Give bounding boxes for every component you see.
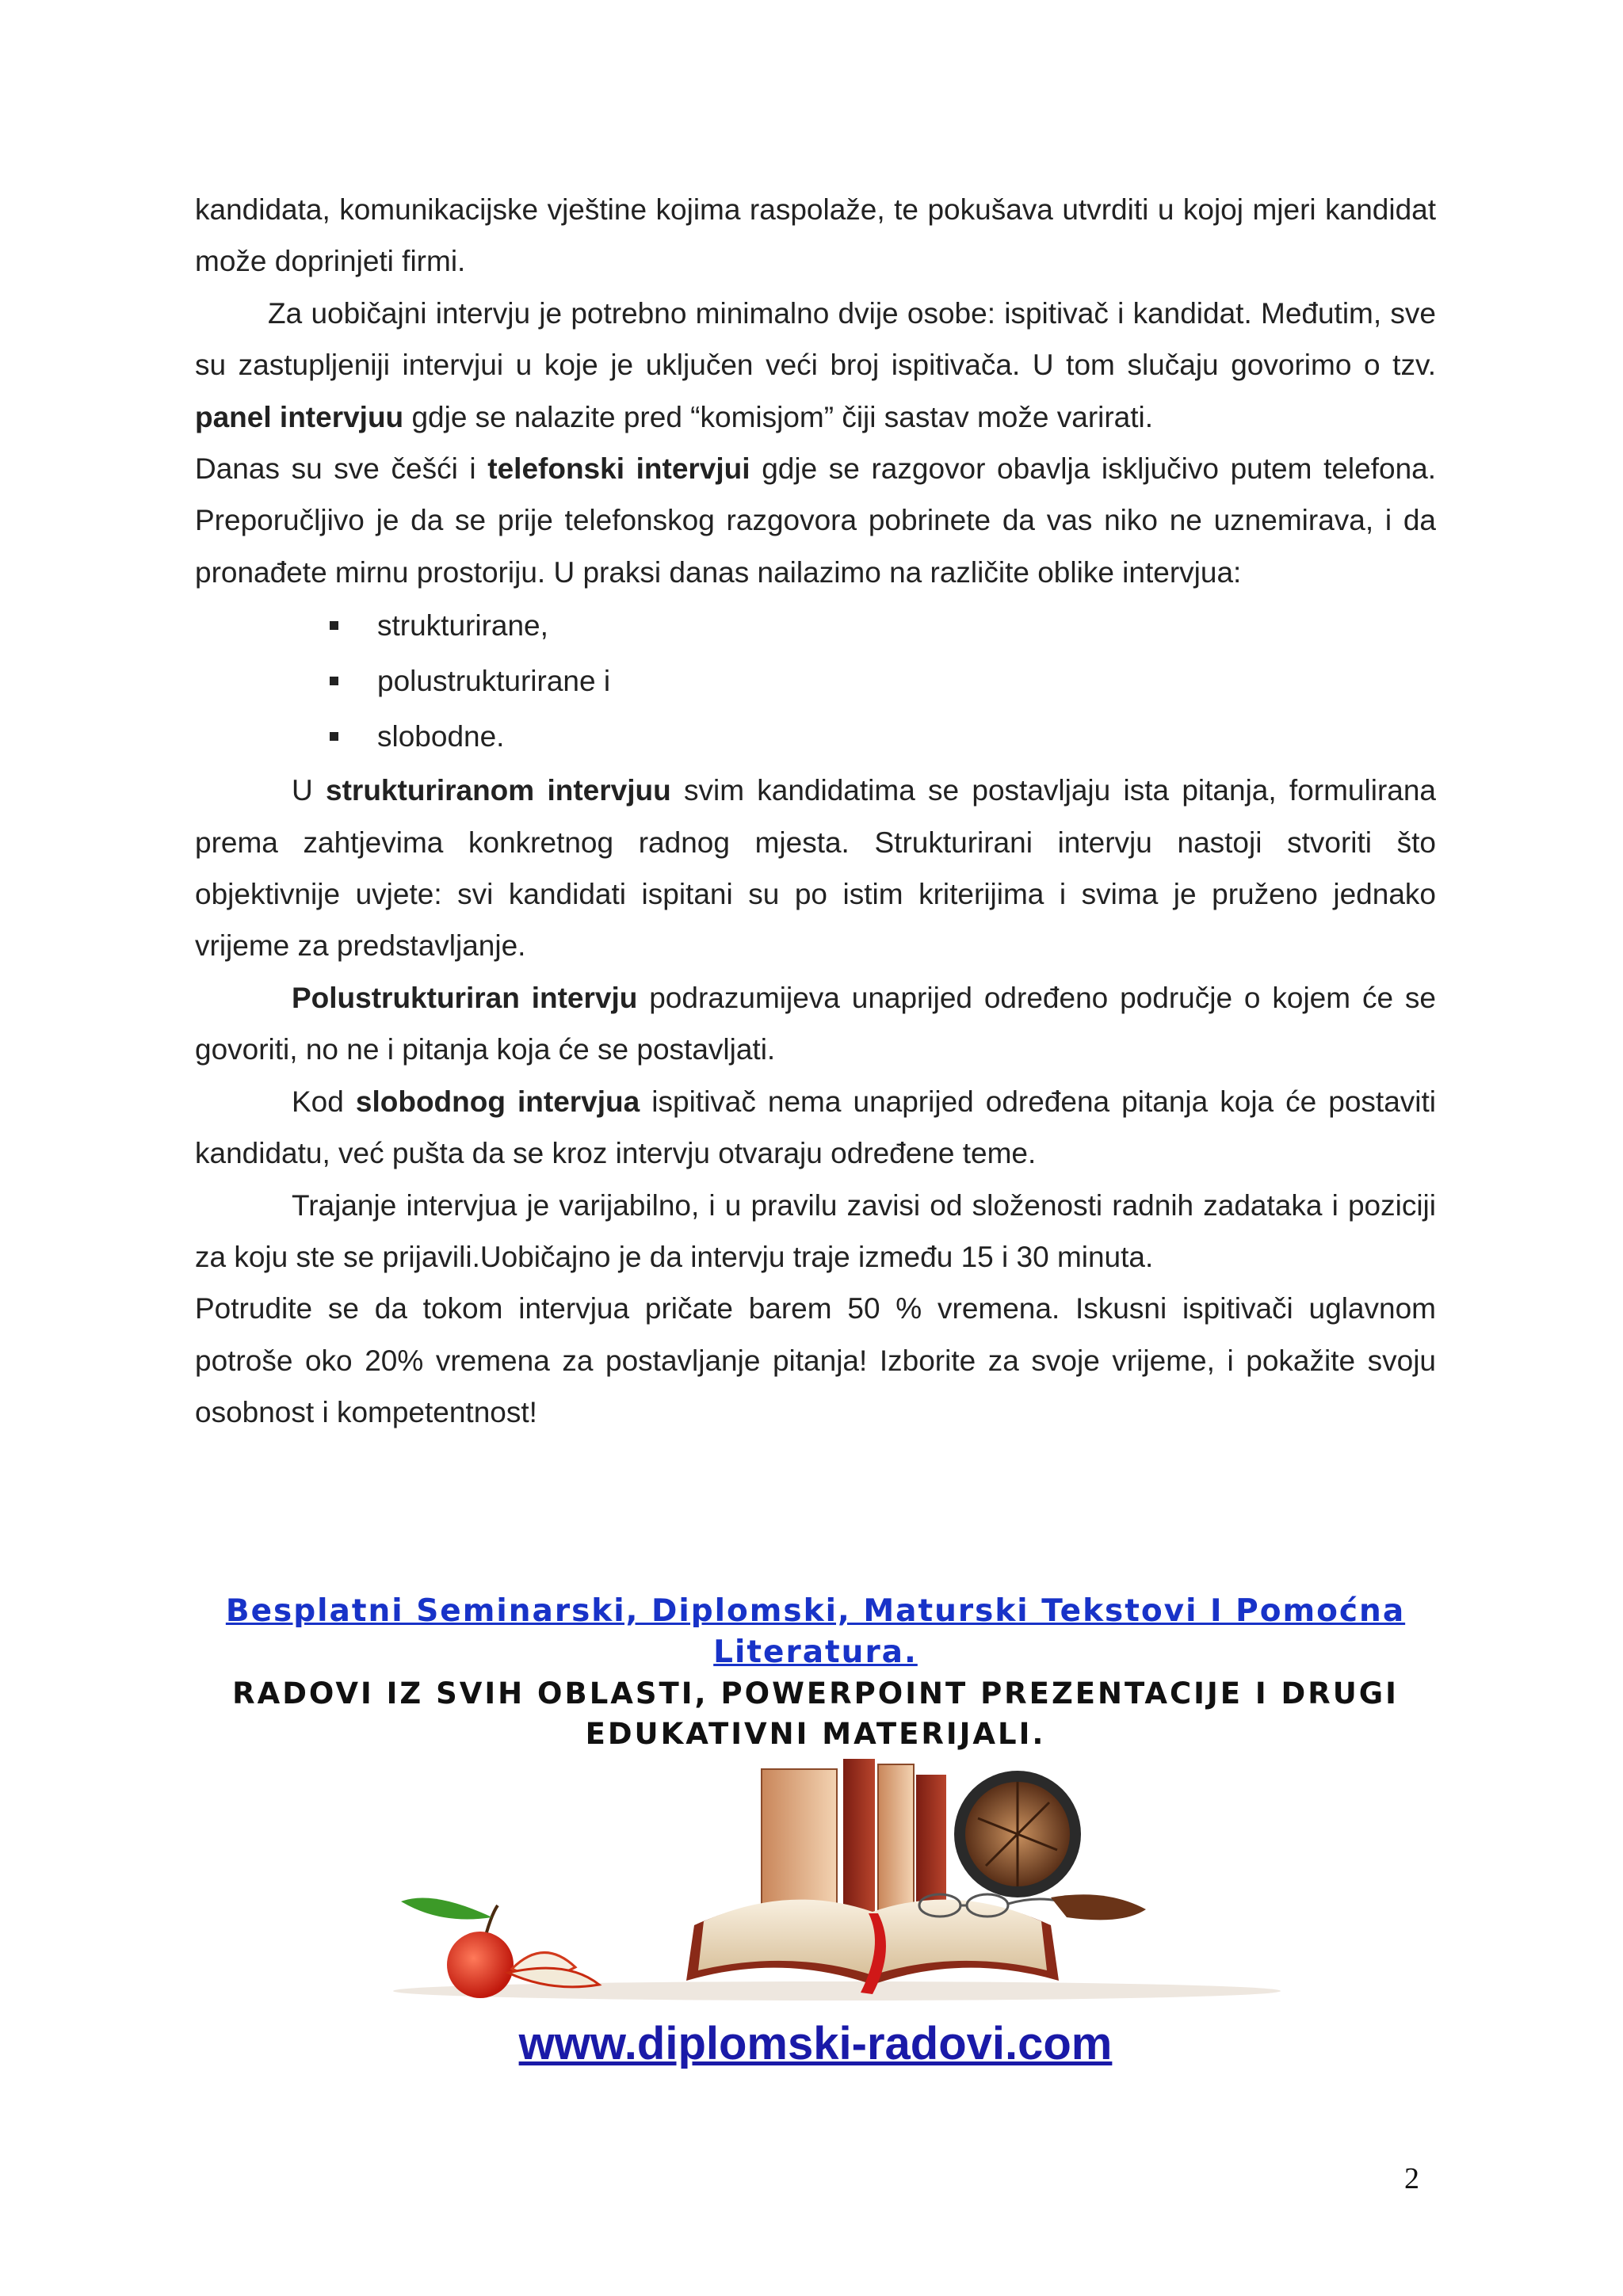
leaf-icon xyxy=(401,1898,492,1920)
document-body xyxy=(195,184,1436,1439)
paragraph-panel-interview: Za uobičajni intervju je potrebno minimalno dvije osobe: ispitivač i kandidat. Međutim, sve su zastupljeniji intervjui u koje je uključen veći broj ispitivača. U tom slučaju govorimo o tzv. panel intervjuu gdje se nalazite pred “komisjom” čiji sastav može varirati. xyxy=(195,296,1436,433)
list-item: polustrukturirane i xyxy=(328,654,1436,709)
term-structured-interview: strukturiranom intervjuu xyxy=(326,774,671,807)
book-spine-shape xyxy=(878,1764,914,1913)
interview-types-list xyxy=(195,598,1436,765)
promo-link[interactable]: Besplatni Seminarski, Diplomski, Maturski Tekstovi I Pomoćna Literatura. xyxy=(225,1593,1406,1670)
leather-case-shape xyxy=(1051,1894,1146,1920)
list-item: strukturirane, xyxy=(328,598,1436,654)
bullet-square-icon xyxy=(330,621,338,630)
term-panel-interview: panel intervjuu xyxy=(195,400,404,433)
books-apple-illustration xyxy=(314,1755,1312,2000)
shadow-shape xyxy=(393,1981,1281,2000)
term-free-interview: slobodnog intervjua xyxy=(355,1085,640,1118)
paragraph-semi-structured: Polustrukturiran intervju podrazumijeva unaprijed određeno područje o kojem će se govoriti, no ne i pitanja koja će se postavljati. xyxy=(195,981,1437,1066)
paragraph-duration: Trajanje intervjua je varijabilno, i u pravilu zavisi od složenosti radnih zadataka i poziciji za koju ste se prijavili.Uobičajno je da intervju traje između 15 i 30 minuta. xyxy=(195,1188,1436,1273)
paragraph-phone-interview: Danas su sve češći i telefonski intervjui gdje se razgovor obavlja isključivo putem telefona. Preporučljivo je da se prije telefonskog razgovora pobrinete da vas niko ne uznemirava, i da pronađete mirnu prostoriju. U praksi danas nailazimo na različite oblike intervjua: xyxy=(195,452,1437,589)
list-item: slobodne. xyxy=(328,709,1436,765)
term-phone-interview: telefonski intervjui xyxy=(487,452,750,486)
book-spine-shape xyxy=(843,1759,875,1913)
paragraph-advice: Potrudite se da tokom intervjua pričate barem 50 % vremena. Iskusni ispitivači uglavnom potroše oko 20% vremena za postavljanje pitanja! Izborite za svoje vrijeme, i pokažite svoju osobnost i kompetentnost! xyxy=(195,1292,1436,1429)
paragraph-free-interview: Kod slobodnog intervjua ispitivač nema unaprijed određena pitanja koja će postaviti kandidatu, već pušta da se kroz intervju otvaraju određene teme. xyxy=(195,1085,1437,1170)
term-semi-structured-interview: Polustrukturiran intervju xyxy=(292,981,638,1014)
bullet-square-icon xyxy=(330,732,338,741)
book-spine-shape xyxy=(762,1769,837,1912)
paragraph-structured: U strukturiranom intervjuu svim kandidatima se postavljaju ista pitanja, formulirana prema zahtjevima konkretnog radnog mjesta. Strukturirani intervju nastoji stvoriti što objektivnije uvjete: svi kandidati ispitani su po istim kriterijima i svima je pruženo jednako vrijeme za predstavljanje. xyxy=(195,774,1437,963)
book-spine-shape xyxy=(916,1775,946,1913)
apple-slice-shape xyxy=(508,1968,599,1987)
apple-stem-shape xyxy=(487,1905,498,1932)
page-number: 2 xyxy=(1404,2162,1419,2195)
website-link[interactable]: www.diplomski-radovi.com xyxy=(518,2018,1113,2069)
bullet-square-icon xyxy=(330,677,338,685)
paragraph-intro: kandidata, komunikacijske vještine kojima raspolaže, te pokušava utvrditi u kojoj mjeri kandidat može doprinjeti firmi. xyxy=(195,193,1436,278)
apple-icon xyxy=(447,1932,514,1998)
promo-banner xyxy=(195,1591,1436,1754)
promo-caption: RADOVI IZ SVIH OBLASTI, POWERPOINT PREZENTACIJE I DRUGI EDUKATIVNI MATERIJALI. xyxy=(232,1676,1399,1751)
